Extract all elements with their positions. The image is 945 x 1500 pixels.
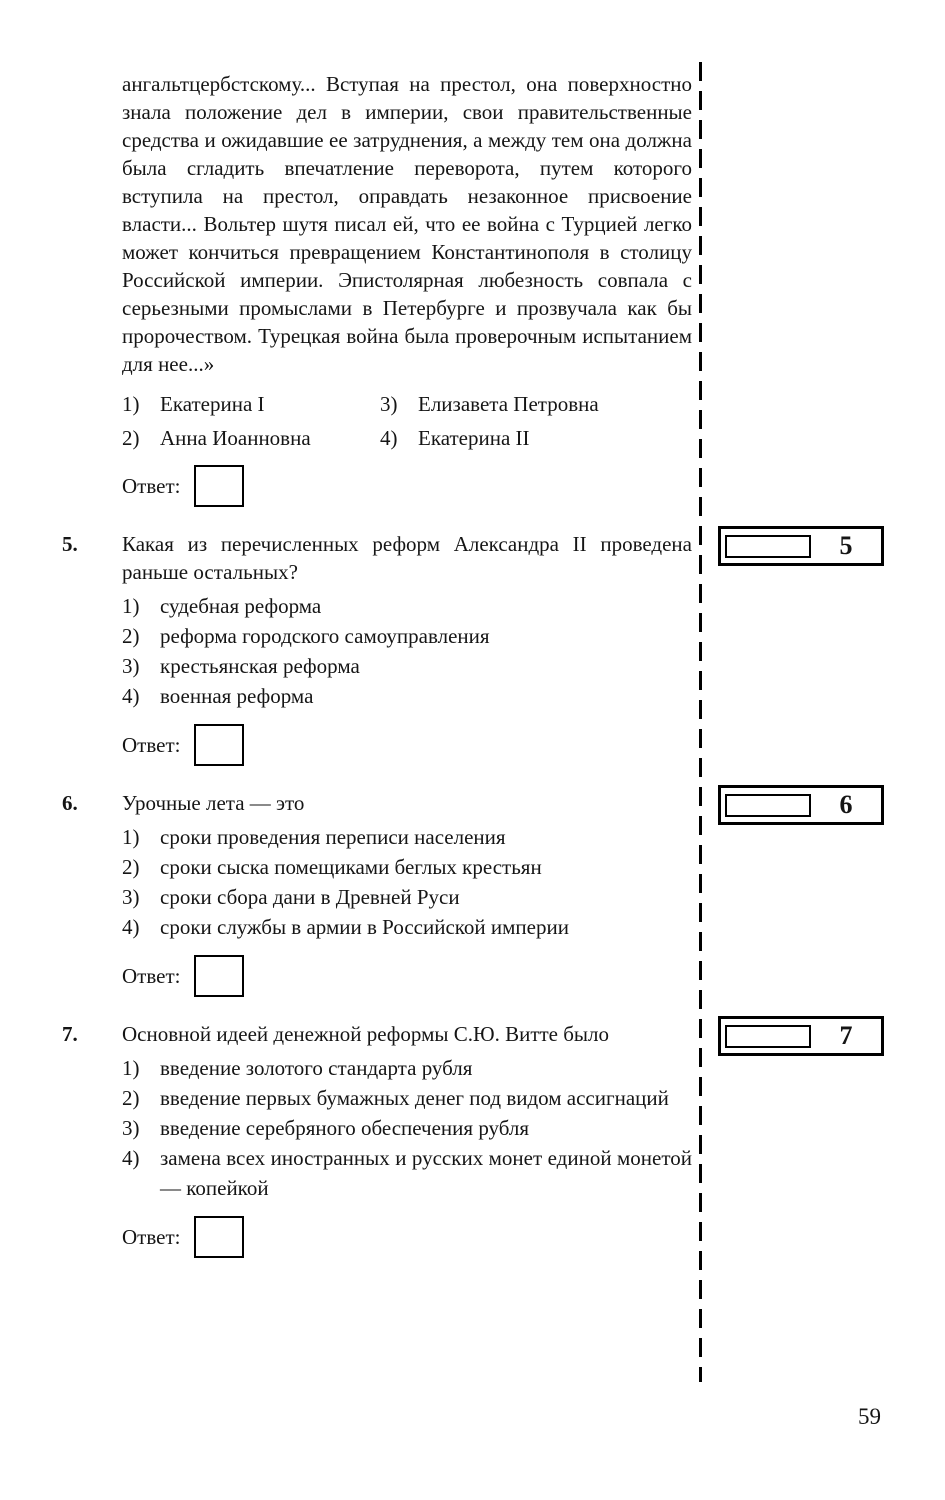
question-number: 7. (62, 1022, 78, 1046)
option-label: реформа городского самоуправления (160, 624, 490, 648)
option-row (122, 591, 694, 621)
question-block-6 (62, 789, 853, 998)
option-row (122, 1113, 694, 1143)
question-options (122, 822, 694, 942)
option-number: 3) (122, 654, 140, 678)
margin-question-number: 7 (839, 1021, 853, 1050)
margin-question-number: 5 (839, 531, 853, 560)
option-number: 2) (122, 624, 140, 648)
option-label: крестьянская реформа (160, 654, 360, 678)
option-row (122, 882, 694, 912)
option-number: 3) (122, 885, 140, 909)
option-label: Анна Иоанновна (160, 426, 311, 450)
option-label: сроки проведения переписи населения (160, 825, 506, 849)
margin-marker (718, 1016, 884, 1056)
option-row (122, 621, 694, 651)
option-label: судебная реформа (160, 594, 322, 618)
option-row (380, 390, 694, 418)
question-text: Урочные лета — это (122, 791, 305, 815)
margin-score-box (725, 1025, 811, 1048)
option-row (122, 1143, 694, 1203)
answer-row (122, 1215, 694, 1259)
option-label: сроки службы в армии в Российской империи (160, 915, 569, 939)
option-number: 2) (122, 426, 140, 450)
option-number: 1) (122, 392, 140, 416)
option-row (122, 681, 694, 711)
question-options (122, 591, 694, 711)
option-label: введение золотого стандарта рубля (160, 1056, 473, 1080)
option-row (122, 852, 694, 882)
question-block-5 (62, 530, 853, 767)
option-row (122, 1053, 694, 1083)
answer-label: Ответ: (122, 733, 181, 757)
option-number: 4) (380, 426, 398, 450)
answer-label: Ответ: (122, 964, 181, 988)
answer-input-box[interactable] (194, 955, 244, 997)
option-number: 2) (122, 855, 140, 879)
margin-marker (718, 785, 884, 825)
option-row (380, 424, 694, 452)
question-options (122, 1053, 694, 1203)
option-label: сроки сыска помещиками беглых крестьян (160, 855, 542, 879)
margin-score-box (725, 535, 811, 558)
margin-marker (718, 526, 884, 566)
option-number: 1) (122, 594, 140, 618)
question-text: Основной идеей денежной реформы С.Ю. Витте было (122, 1022, 610, 1046)
option-number: 1) (122, 825, 140, 849)
option-number: 4) (122, 684, 140, 708)
option-row (122, 822, 694, 852)
answer-label: Ответ: (122, 473, 181, 498)
option-number: 4) (122, 1146, 140, 1170)
answer-input-box[interactable] (194, 465, 244, 507)
passage-options (122, 390, 694, 452)
option-row (122, 390, 380, 418)
option-row (122, 1083, 694, 1113)
option-number: 4) (122, 915, 140, 939)
option-row (122, 912, 694, 942)
option-label: введение первых бумажных денег под видом ассигнаций (160, 1086, 669, 1110)
option-label: Екатерина II (418, 426, 530, 450)
page-number: 59 (858, 1404, 881, 1429)
page-content (62, 70, 853, 1259)
answer-label: Ответ: (122, 1225, 181, 1249)
option-number: 1) (122, 1056, 140, 1080)
option-label: замена всех иностранных и русских монет единой монетой — копейкой (160, 1146, 692, 1200)
question-number: 6. (62, 791, 78, 815)
answer-row (122, 954, 694, 998)
answer-input-box[interactable] (194, 1216, 244, 1258)
question-block-7 (62, 1020, 853, 1259)
option-label: сроки сбора дани в Древней Руси (160, 885, 460, 909)
option-number: 3) (380, 392, 398, 416)
option-number: 3) (122, 1116, 140, 1140)
margin-score-box (725, 794, 811, 817)
option-label: военная реформа (160, 684, 314, 708)
option-row (122, 651, 694, 681)
option-label: введение серебряного обеспечения рубля (160, 1116, 530, 1140)
dashed-separator-line (699, 62, 702, 1382)
answer-row (122, 723, 694, 767)
answer-input-box[interactable] (194, 724, 244, 766)
question-text: Какая из перечисленных реформ Александра II проведена раньше остальных? (122, 532, 692, 584)
passage-text: ангальтцербстскому... Вступая на престол, она поверхностно знала положение дел в империи, свои правительственные средства и ожидавшие ее затруднения, а между тем она должна была сгладить впечатление переворота, путем которого вступила на престол, оправдать незаконное присвоение власти... Вольтер шутя писал ей, что ее война с Турцией легко может кончиться превращением Константинополя в столицу Российской империи. Эпистолярная любезность совпала с серьезными промыслами в Петербурге и прозвучала как бы пророчеством. Турецкая война была проверочным испытанием для нее...» (122, 72, 692, 376)
answer-row (122, 464, 694, 508)
margin-question-number: 6 (839, 790, 853, 819)
option-label: Екатерина I (160, 392, 265, 416)
question-number: 5. (62, 532, 78, 556)
option-label: Елизавета Петровна (418, 392, 599, 416)
option-number: 2) (122, 1086, 140, 1110)
option-row (122, 424, 380, 452)
